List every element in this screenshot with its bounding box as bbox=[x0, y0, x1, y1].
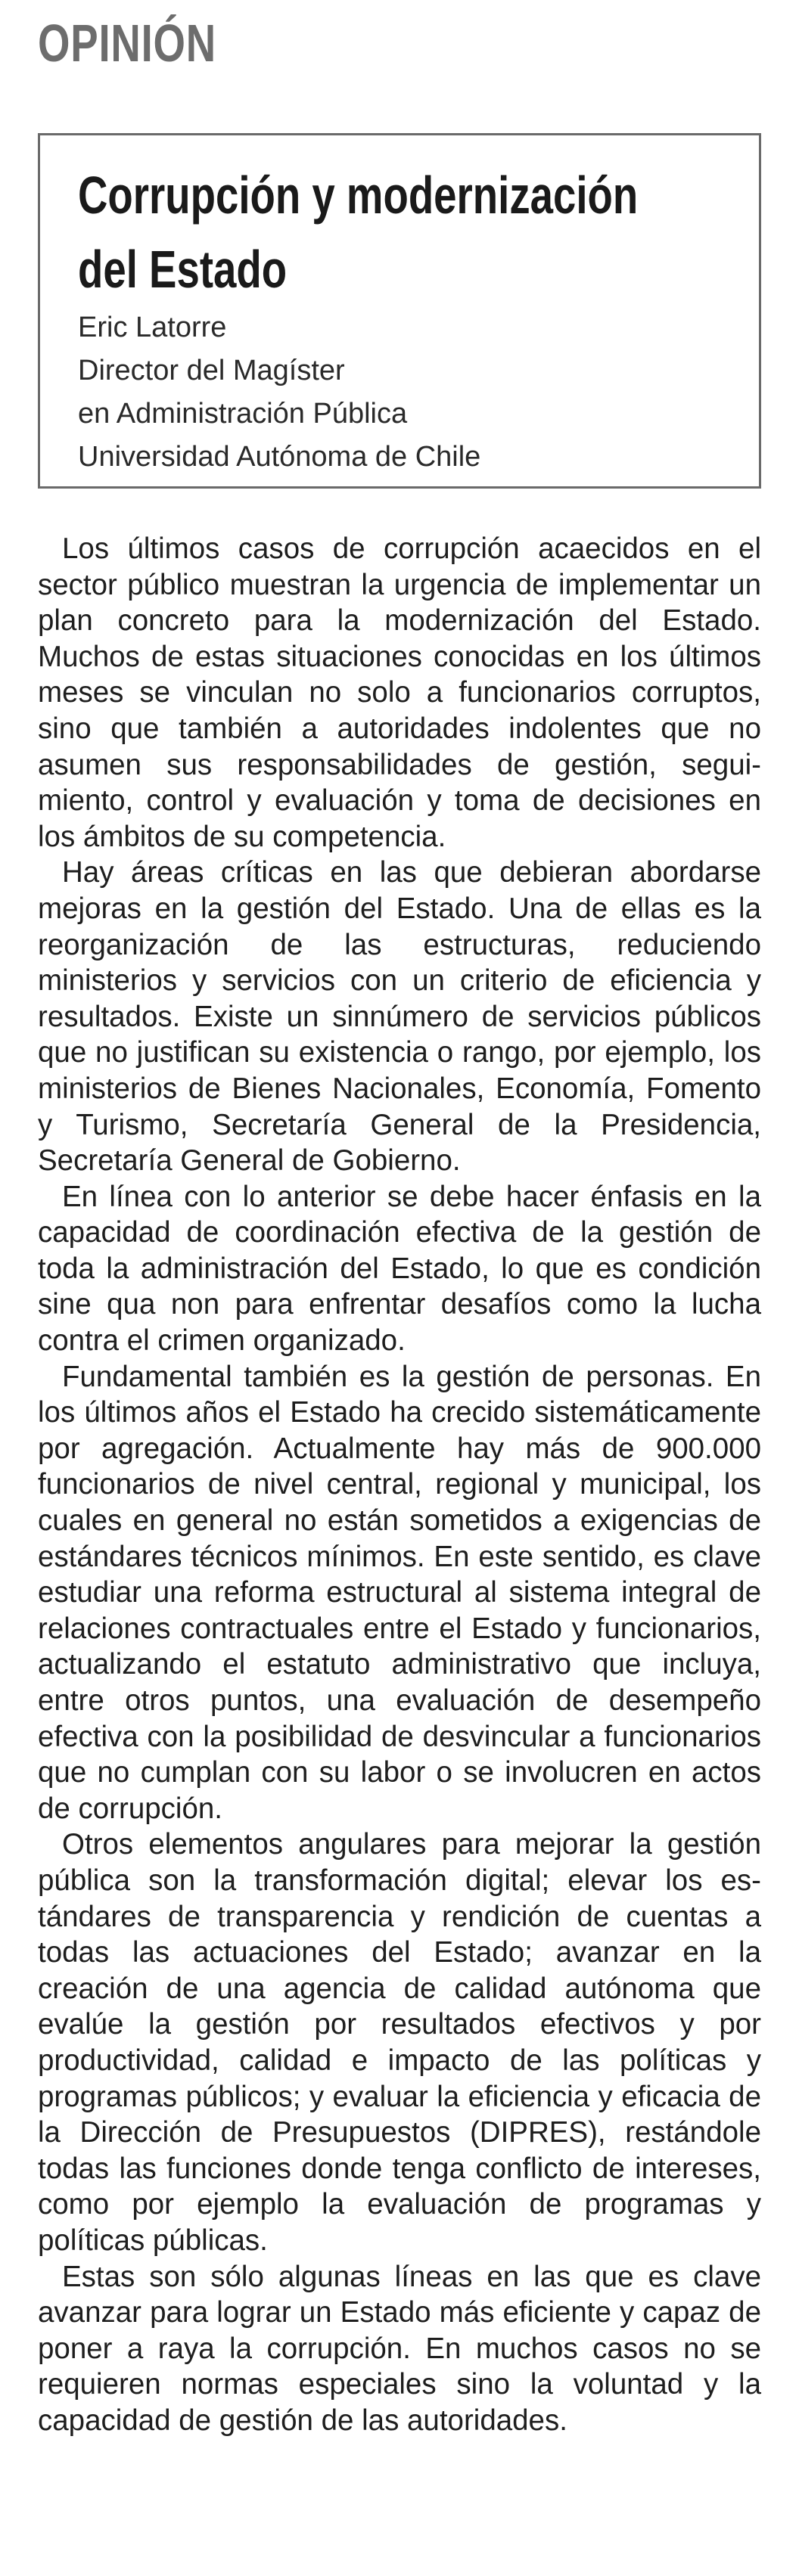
author-role-line-2: en Administración Pública bbox=[78, 398, 408, 430]
article-body bbox=[38, 531, 761, 2438]
author-role-line-1: Director del Magíster bbox=[78, 355, 345, 386]
byline bbox=[78, 306, 480, 479]
article-paragraph: Fundamental también es la gestión de personas. En los últimos años el Estado ha crecido sistemáticamente por agregación. Actualmente hay más de 900.000 funcionarios de nivel central, regional y municipal, los cuales en general no están sometidos a exigencias de estándares técnicos mínimos. En este sentido, es clave estudiar una reforma estructural al sistema integral de relaciones contractuales entre el Estado y funcionarios, actualizando el estatuto administrativo que incluya, entre otros puntos, una evaluación de desempeño efectiva con la posibilidad de desvincular a funcionarios que no cumplan con su labor o se involucren en actos de corrupción. bbox=[38, 1360, 761, 1825]
article-title: Corrupción y modernización del Estado bbox=[78, 166, 639, 299]
article-header-box bbox=[38, 133, 761, 489]
section-label: OPINIÓN bbox=[38, 14, 217, 73]
author-name: Eric Latorre bbox=[78, 312, 227, 343]
article-paragraph: Hay áreas críticas en las que debieran abordarse mejoras en la gestión del Estado. Una de ellas es la reorganización de las estructuras, reduciendo ministerios y servicios con un criterio de eficiencia y resultados. Existe un sinnúmero de servicios públicos que no justifican su existencia o rango, por ejemplo, los ministerios de Bienes Nacionales, Economía, Fomento y Turismo, Secretaría General de la Presidencia, Secretaría General de Gobierno. bbox=[38, 856, 761, 1178]
article-paragraph: Estas son sólo algunas líneas en las que es clave avanzar para lograr un Estado más eficiente y capaz de poner a raya la corrupción. En muchos casos no se requieren normas especiales sino la voluntad y la capacidad de gestión de las autoridades. bbox=[38, 2260, 761, 2437]
article-paragraph: Los últimos casos de corrupción acaecidos en el sector público muestran la urgencia de implementar un plan concreto para la modernización del Estado. Muchos de estas situaciones conocidas en los últimos meses se vinculan no solo a funcionarios corruptos, sino que también a autoridades indolentes que no asumen sus responsabilidades de gestión, seguimiento, control y evaluación y toma de decisiones en los ámbitos de su competencia. bbox=[38, 532, 761, 853]
article-paragraph: Otros elementos angulares para mejorar la gestión pública son la transformación digital; elevar los estándares de transparencia y rendición de cuentas a todas las actuaciones del Estado; avanzar en la creación de una agencia de calidad autónoma que evalúe la gestión por resultados efectivos y por productividad, calidad e impacto de las políticas y programas públicos; y evaluar la eficiencia y eficacia de la Dirección de Presupuestos (DIPRES), restándole todas las funciones donde tenga conflicto de intereses, como por ejemplo la evaluación de programas y políticas públicas. bbox=[38, 1828, 761, 2257]
author-institution: Universidad Autónoma de Chile bbox=[78, 441, 481, 473]
article-paragraph: En línea con lo anterior se debe hacer énfasis en la capacidad de coordinación efectiva de la gestión de toda la administración del Estado, lo que es condición sine qua non para enfrentar desafíos como la lucha contra el crimen organizado. bbox=[38, 1180, 761, 1358]
